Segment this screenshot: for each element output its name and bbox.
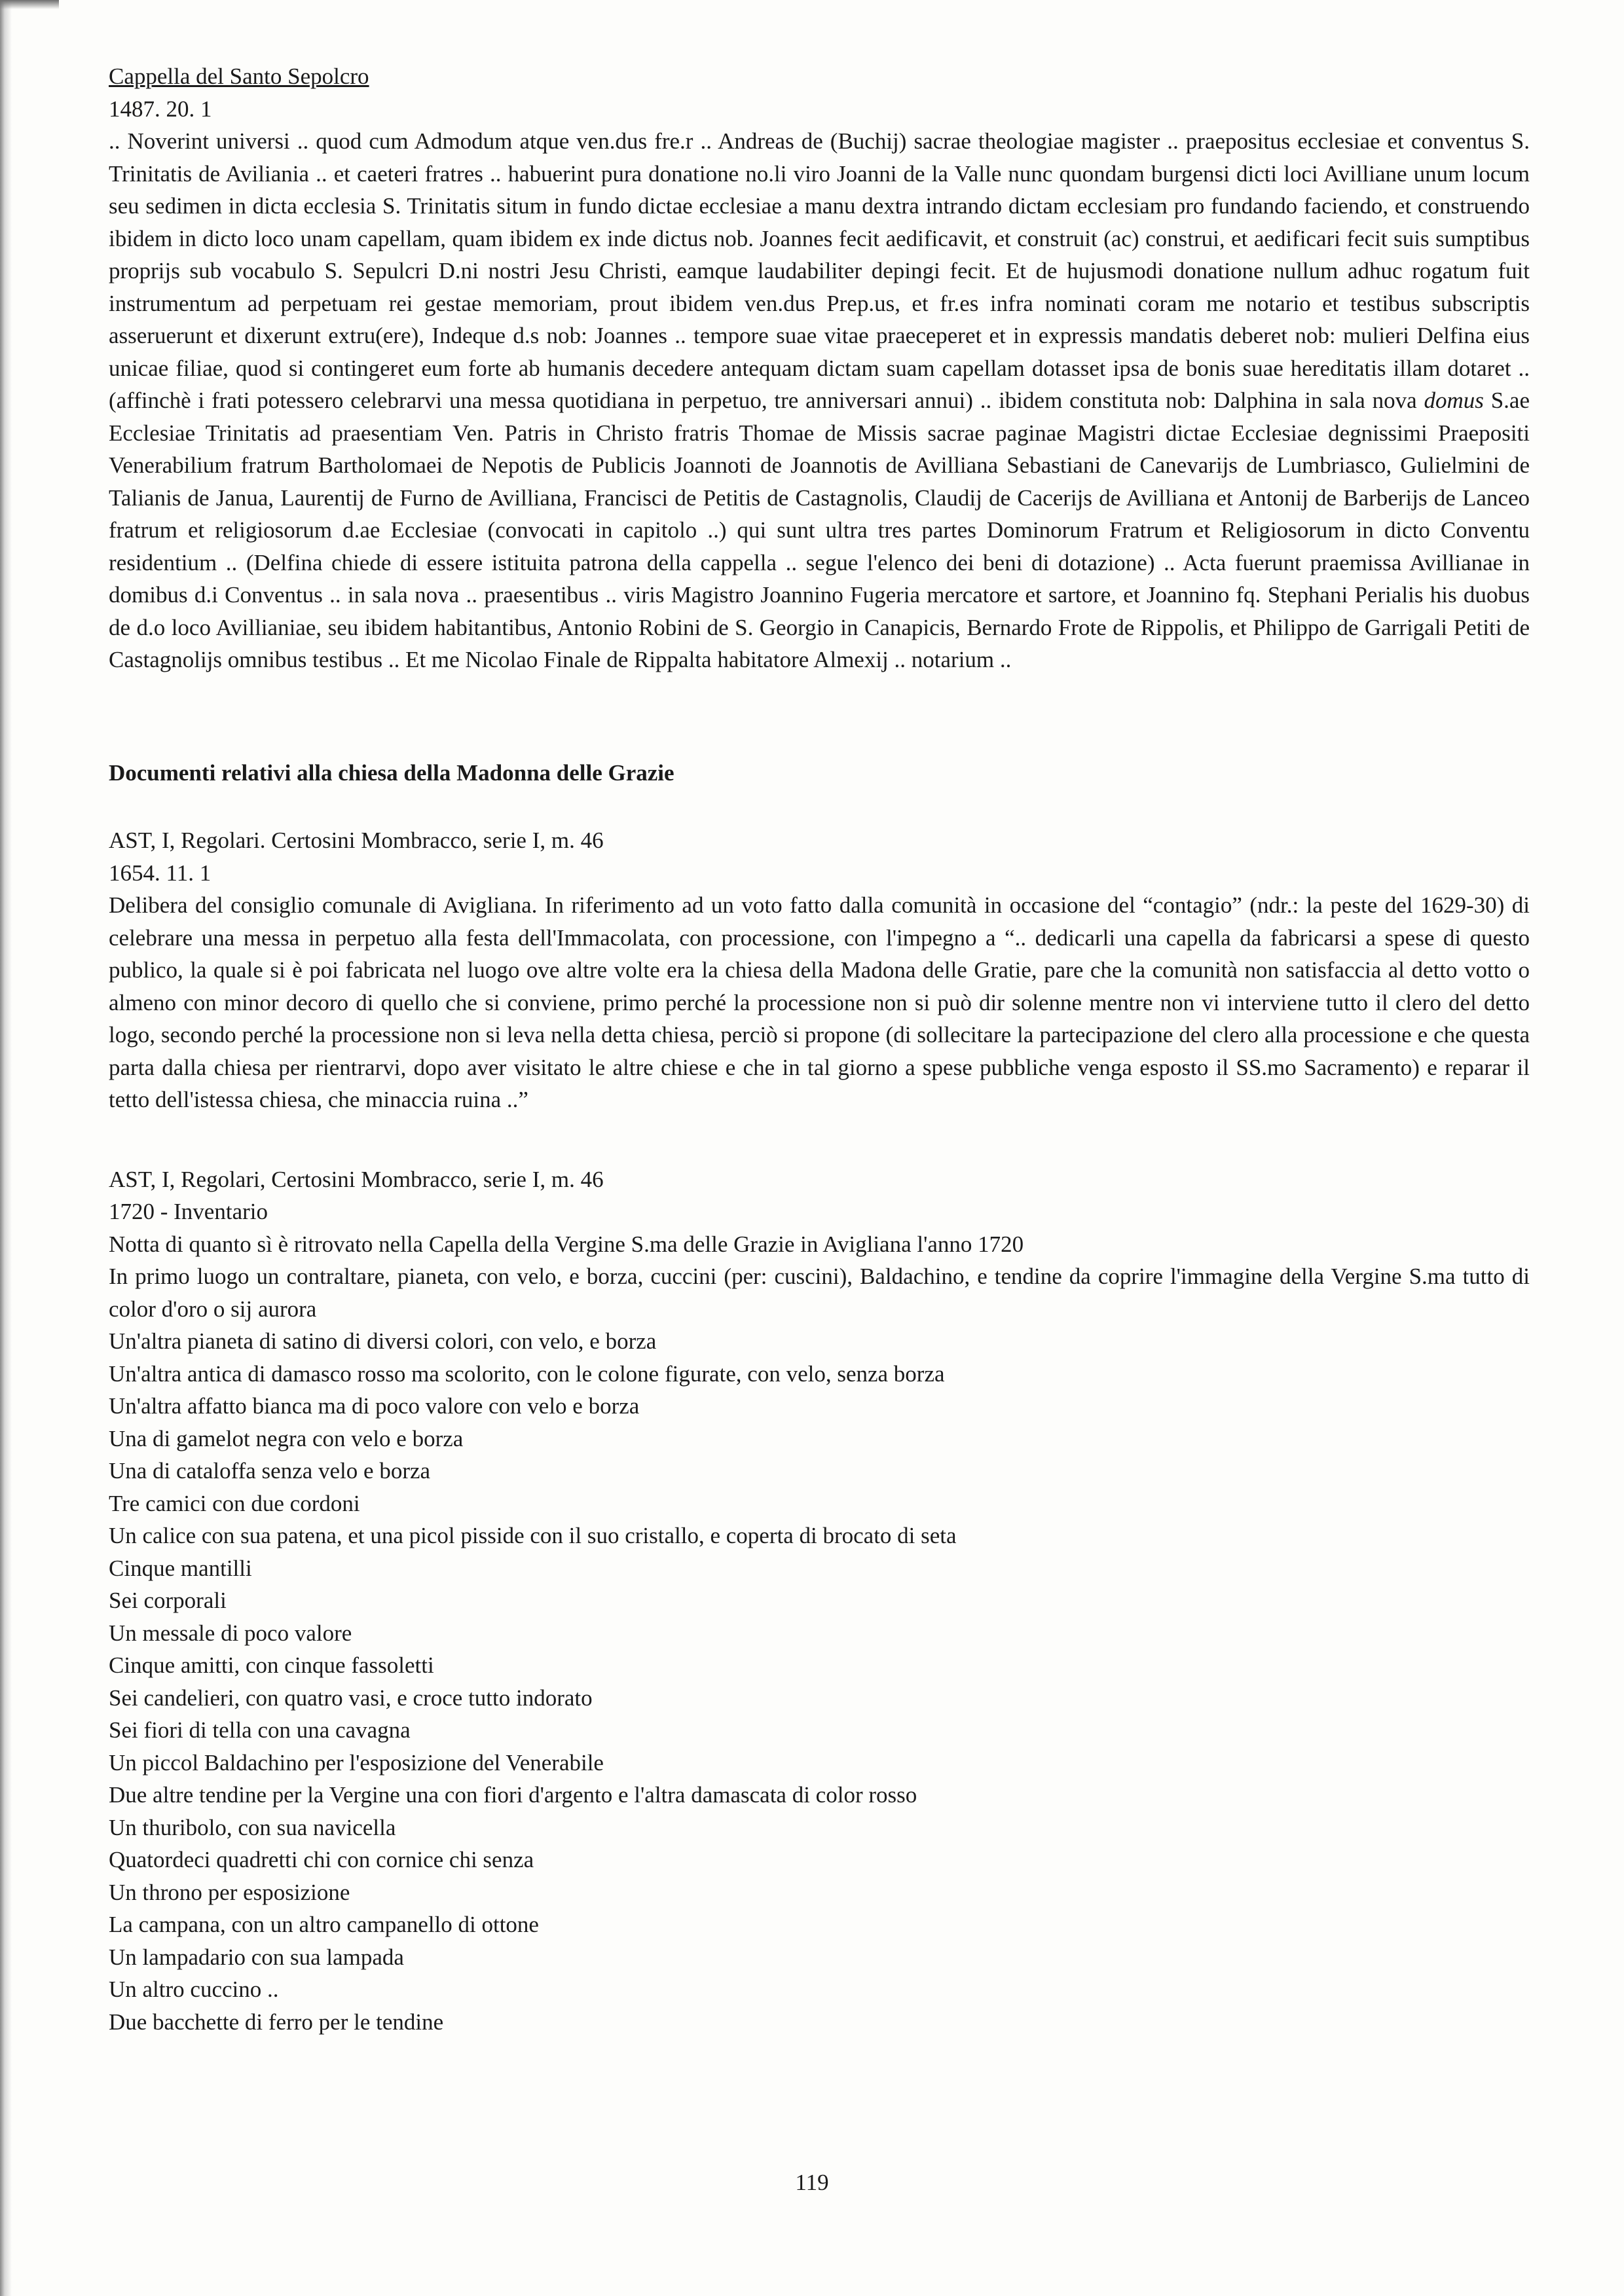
- list-item: Una di gamelot negra con velo e borza: [109, 1425, 464, 1451]
- doc1-paragraph: Delibera del consiglio comunale di Avigliana. In riferimento ad un voto fatto dalla comunità in occasione del “contagio” (ndr.: la peste del 1629-30) di celebrare una messa in perpetuo alla festa dell'Immacolata, con processione, con l'impegno a “.. dedicarli una capella da fabricarsi a spese di questo publico, la quale si è poi fabricata nel luogo ove altre volte era la chiesa della Madona delle Gratie, pare che la comunità non satisfaccia al detto votto o almeno con minor decoro di quello che si conviene, primo perché la processione non si può dir solenne mentre non vi interviene tutto il clero del detto logo, secondo perché la processione non si leva nella detta chiesa, perciò si propone (di sollecitare la partecipazione del clero alla processione e che questa parta dalla chiesa per rientrarvi, dopo aver visitato le altre chiese e che in tal giorno a spese pubbliche venga esposto il SS.mo Sacramento) e reparar il tetto dell'istessa chiesa, che minaccia ruina ..”: [109, 892, 1530, 1112]
- scan-corner-shadow: [0, 0, 59, 9]
- list-item: Quatordeci quadretti chi con cornice chi senza: [109, 1847, 534, 1872]
- list-item: Un'altra antica di damasco rosso ma scolorito, con le colone figurate, con velo, senza borza: [109, 1360, 945, 1387]
- section-date: 1487. 20. 1: [109, 96, 212, 122]
- inventory-list: [109, 1325, 1530, 2038]
- list-item: Sei corporali: [109, 1588, 227, 1613]
- paragraph-italic-word: domus: [1424, 388, 1484, 413]
- list-item: Tre camici con due cordoni: [109, 1490, 360, 1516]
- doc2-source: AST, I, Regolari, Certosini Mombracco, serie I, m. 46: [109, 1166, 604, 1192]
- section-heading: Documenti relativi alla chiesa della Madonna delle Grazie: [109, 759, 674, 786]
- list-item: Un piccol Baldachino per l'esposizione del Venerabile: [109, 1749, 604, 1776]
- list-item: Cinque amitti, con cinque fassoletti: [109, 1652, 434, 1678]
- list-item: Due altre tendine per la Vergine una con fiori d'argento e l'altra damascata di color rosso: [109, 1782, 917, 1808]
- paragraph-text-part1: .. Noverint universi .. quod cum Admodum atque ven.dus fre.r .. Andreas de (Buchij) sacrae theologiae magister .. praepositus ecclesiae et conventus S. Trinitatis de Aviliania .. et caeteri fratres .. habuerint pura donatione no.li viro Joanni de la Valle nunc quondam burgensi dicti loci Avilliane unum locum seu sedimen in dicta ecclesia S. Trinitatis situm in fundo dictae ecclesiae a manu dextra intrando dictam ecclesiam pro fundando faciendo, et construendo ibidem in dicto loco unam capellam, quam ibidem ex inde dictus nob. Joannes fecit aedificavit, et construit (ac) construi, et aedificari fecit suis sumptibus proprijs sub vocabulo S. Sepulcri D.ni nostri Jesu Christi, eamque laudabiliter depingi fecit. Et de hujusmodi donatione nullum adhuc rogatum fuit instrumentum ad perpetuam rei gestae memoriam, prout ibidem ven.dus Prep.us, et fr.es infra nominati coram me notario et testibus subscriptis asseruerunt et dixerunt extru(ere), Indeque d.s nob: Joannes .. tempore suae vitae praeceperet et in expressis mandatis deberet nob: mulieri Delfina eius unicae filiae, quod si contingeret eum forte ab humanis decedere antequam dictam suam capellam dotasset ipsa de bonis suae hereditatis illam dotaret .. (affinchè i frati potessero celebrarvi una messa quotidiana in perpetuo, tre anniversari annui) .. ibidem constituta nob: Dalphina in sala nova: [109, 128, 1530, 413]
- list-item: Un calice con sua patena, et una picol pisside con il suo cristallo, e coperta di brocato di seta: [109, 1523, 957, 1548]
- list-item: Un messale di poco valore: [109, 1620, 352, 1646]
- list-item: Un'altra pianeta di satino di diversi colori, con velo, e borza: [109, 1328, 657, 1354]
- scan-edge-shadow: [0, 0, 12, 2296]
- page-body: [109, 60, 1530, 2038]
- section-title: Cappella del Santo Sepolcro: [109, 64, 369, 89]
- list-item: Una di cataloffa senza velo e borza: [109, 1458, 431, 1484]
- list-item: Un throno per esposizione: [109, 1879, 350, 1905]
- doc2-first-item: In primo luogo un contraltare, pianeta, con velo, e borza, cuccini (per: cuscini), Baldachino, e tendine da coprire l'immagine della Vergine S.ma tutto di color d'oro o sij aurora: [109, 1264, 1530, 1322]
- doc1-date: 1654. 11. 1: [109, 860, 212, 886]
- doc2-date: 1720 - Inventario: [109, 1199, 268, 1224]
- list-item: Sei fiori di tella con una cavagna: [109, 1717, 411, 1743]
- doc2-intro: Notta di quanto sì è ritrovato nella Capella della Vergine S.ma delle Grazie in Avigliana l'anno 1720: [109, 1231, 1024, 1257]
- doc1-source: AST, I, Regolari. Certosini Mombracco, serie I, m. 46: [109, 828, 604, 853]
- list-item: Cinque mantilli: [109, 1555, 252, 1581]
- list-item: La campana, con un altro campanello di ottone: [109, 1912, 539, 1937]
- list-item: Sei candelieri, con quatro vasi, e croce tutto indorato: [109, 1685, 593, 1711]
- page-number: 119: [795, 2170, 829, 2195]
- list-item: Un altro cuccino ..: [109, 1977, 279, 2002]
- list-item: Un thuribolo, con sua navicella: [109, 1814, 396, 1840]
- paragraph-text-part2: S.ae Ecclesiae Trinitatis ad praesentiam Ven. Patris in Christo fratris Thomae de Missis sacrae paginae Magistri dictae Ecclesiae degnissimi Praepositi Venerabilium fratrum Bartholomaei de Nepotis de Publicis Joannoti de Joannotis de Avilliana Sebastiani de Canevarijs de Lumbriasco, Gulielmini de Talianis de Janua, Laurentij de Furno de Avilliana, Francisci de Petitis de Castagnolis, Claudij de Cacerijs de Avilliana et Antonij de Barberijs de Lanceo fratrum et religiosorum d.ae Ecclesiae (convocati in capitolo ..) qui sunt ultra tres partes Dominorum Fratrum et Religiosorum in dicto Conventu residentium .. (Delfina chiede di essere istituita patrona della cappella .. segue l'elenco dei beni di dotazione) .. Acta fuerunt praemissa Avillianae in domibus d.i Conventus .. in sala nova .. praesentibus .. viris Magistro Joannino Fugeria mercatore et sartore, et Joannino fq. Stephani Perialis his duobus de d.o loco Avillianiae, seu ibidem habitantibus, Antonio Robini de S. Georgio in Canapicis, Bernardo Frote de Rippolis, et Philippo de Garrigali Petiti de Castagnolijs omnibus testibus .. Et me Nicolao Finale de Rippalta habitatore Almexij .. notarium ..: [109, 388, 1530, 672]
- section-paragraph: [109, 125, 1530, 676]
- list-item: Un'altra affatto bianca ma di poco valore con velo e borza: [109, 1393, 640, 1419]
- list-item: Due bacchette di ferro per le tendine: [109, 2009, 444, 2035]
- list-item: Un lampadario con sua lampada: [109, 1944, 404, 1970]
